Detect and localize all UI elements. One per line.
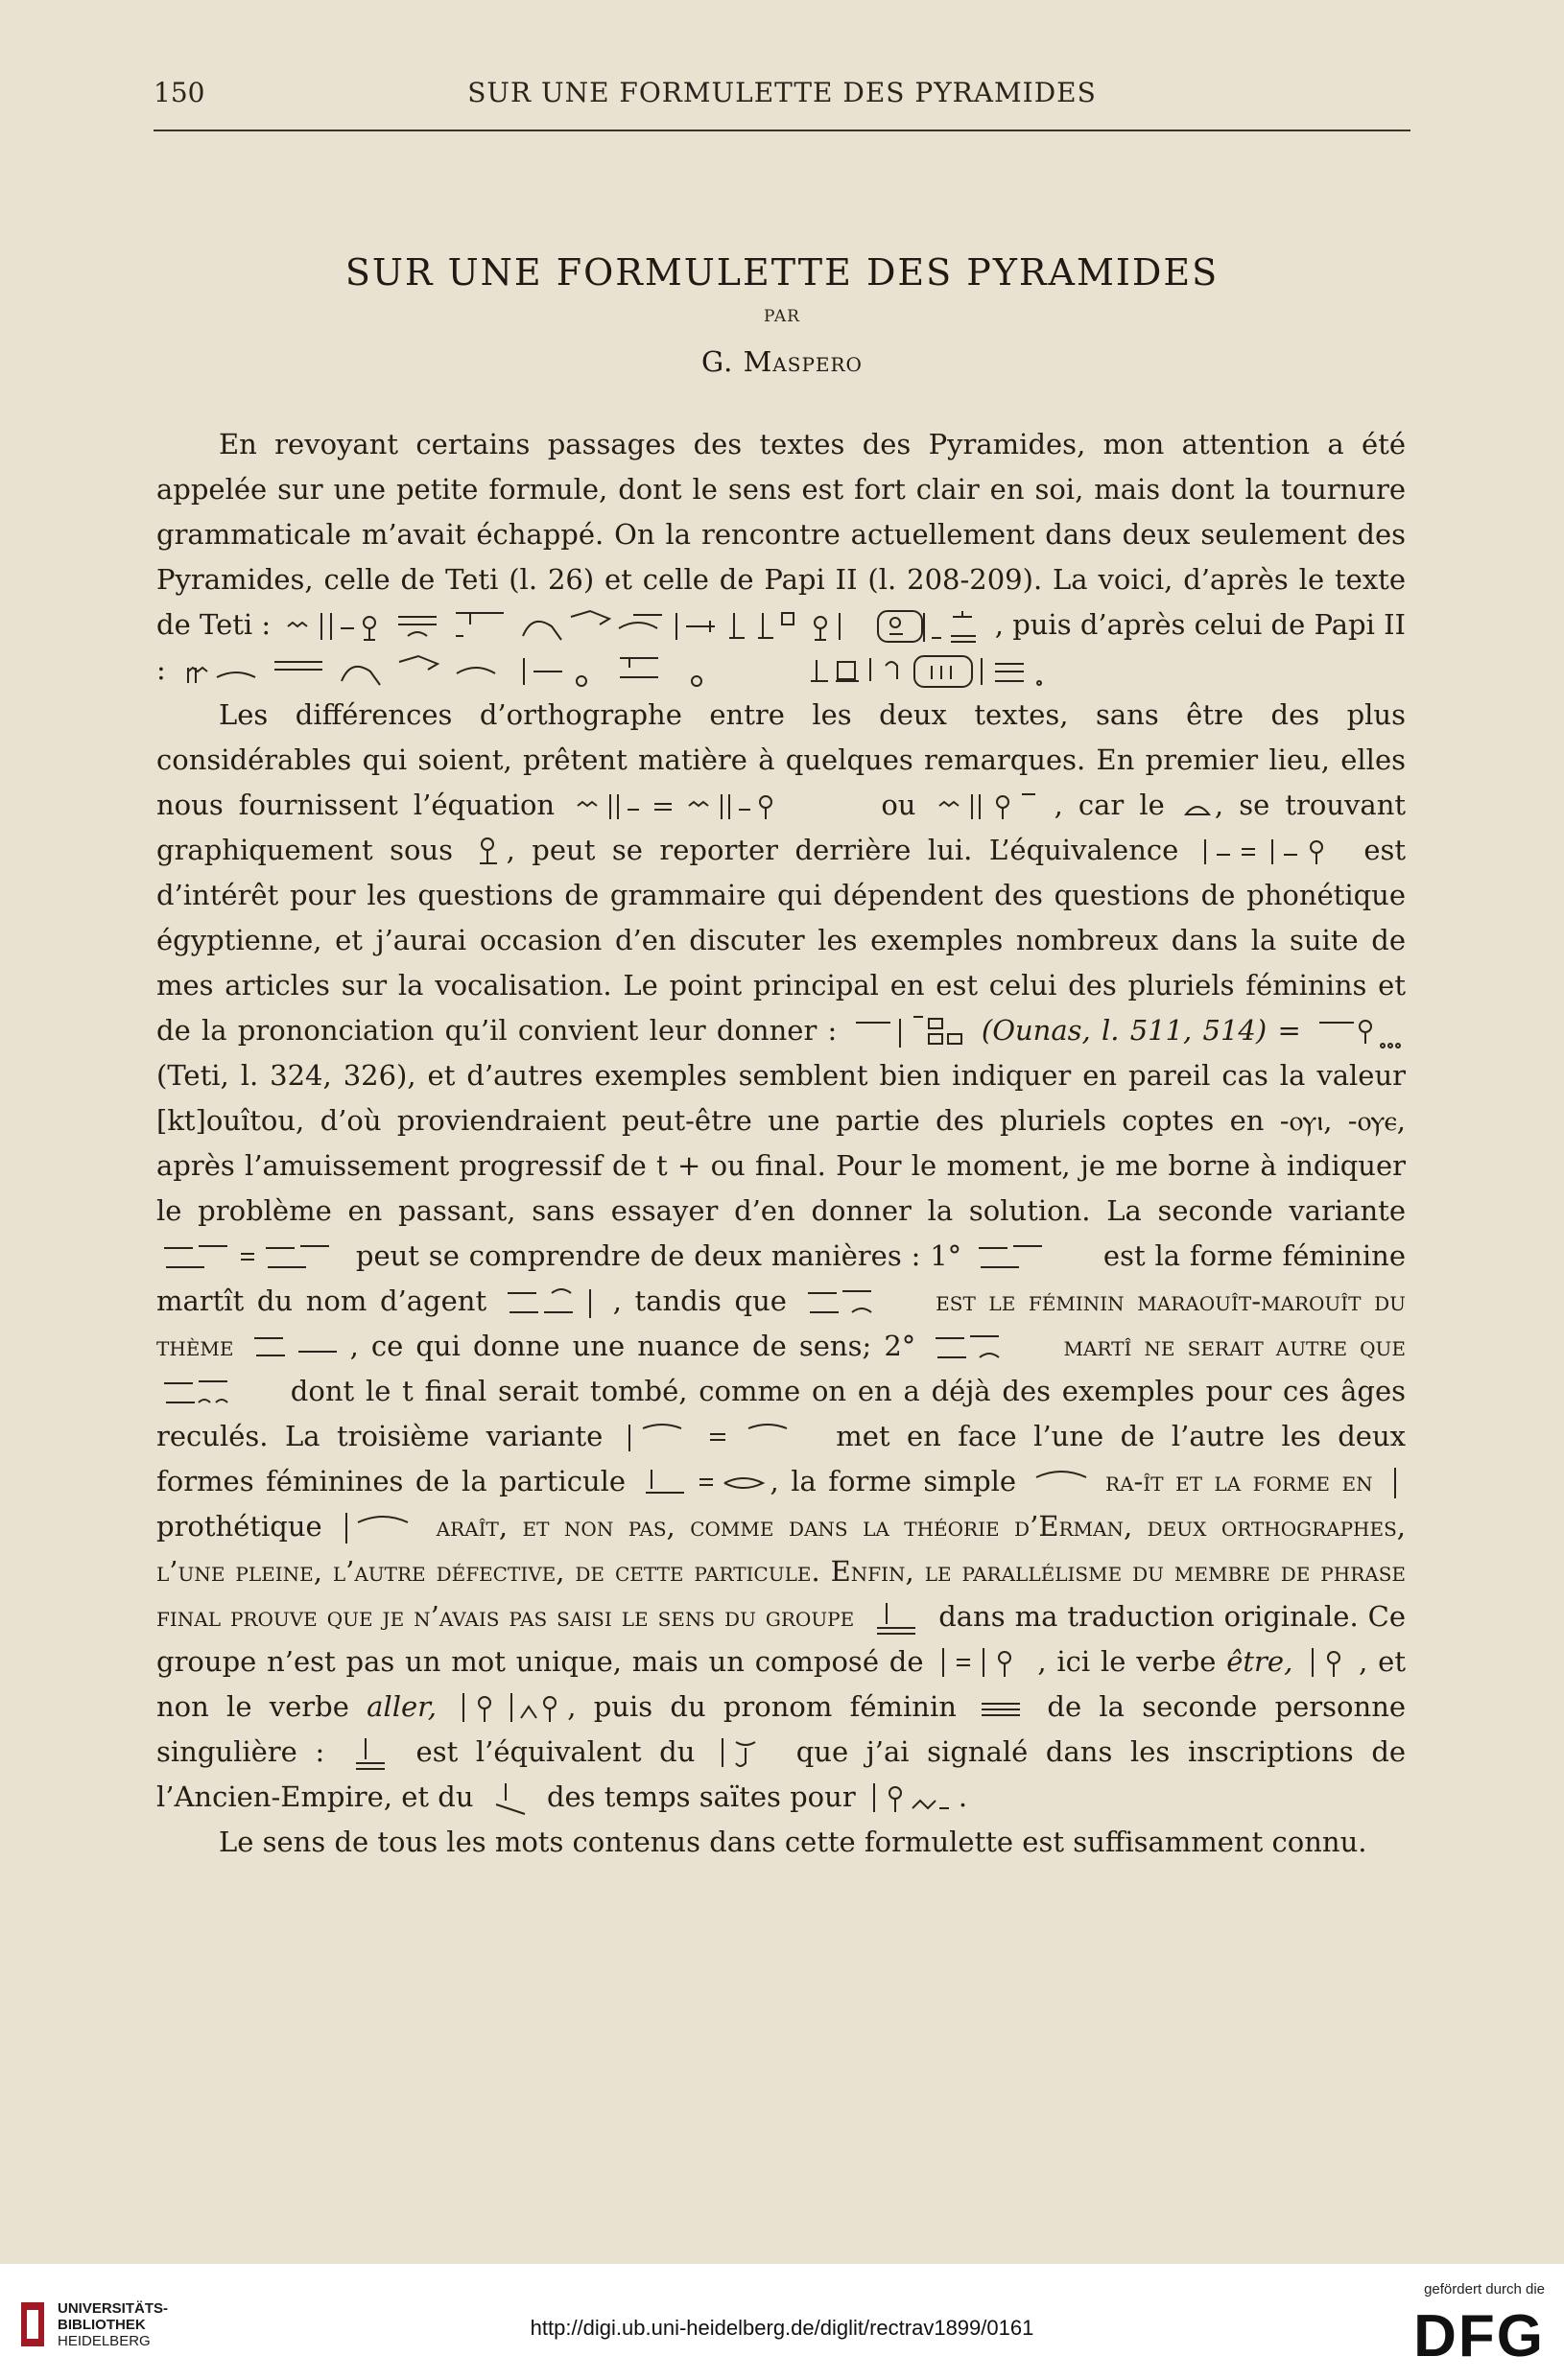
text-run: , tandis que (612, 1284, 787, 1317)
funding-note: gefördert durch die (1424, 2281, 1545, 2298)
running-head (154, 77, 1410, 115)
text-run: , et non le verbe (156, 1645, 1406, 1723)
text-run: ou (881, 789, 916, 821)
text-run: est d’intérêt pour les questions de grammaire qui dépendent des questions de phonétique égyptienne, et j’aurai occasion d’en discuter les exemples nombreux dans la suite de mes articles sur la vocalisation. Le point principal en est celui des pluriels féminins et de la prononciation qu’il convient leur donner : (156, 834, 1407, 1047)
hieroglyph-pronoun (978, 1694, 1026, 1723)
byline-par: PAR (764, 307, 800, 326)
hieroglyph-group-papi-2 (809, 652, 1058, 691)
text-run: , ici le verbe (1037, 1645, 1217, 1678)
article-title: SUR UNE FORMULETTE DES PYRAMIDES (344, 251, 1220, 294)
article-body (156, 422, 1406, 1865)
text-run: (Teti, l. 324, 326), et d’autres exemples semblent bien indiquer en pareil cas la valeur [kt]ouîtou, d’où proviendraient peut-être une partie des pluriels coptes en -ⲟⲩⲓ, -ⲟⲩⲉ, après l’amuissement progressif de t + ou final. Pour le moment, je me borne à indiquer le problème en passant, sans essayer d’en donner la solution. La seconde variante (156, 1059, 1406, 1227)
text-run: , se trouvant graphiquement sous (156, 789, 1407, 866)
text-run: des temps saïtes pour (546, 1780, 856, 1813)
hieroglyph-saite (486, 1779, 534, 1818)
cartouche-teti (876, 607, 991, 646)
hieroglyph-theme (250, 1329, 346, 1367)
text-run: , puis du pronom féminin (567, 1690, 957, 1723)
hieroglyph-marti-3 (160, 1374, 275, 1412)
text-run: dont le t final serait tombé, comme on en a déjà des exemples pour ces âges reculés. La troisième variante (156, 1375, 1406, 1452)
hieroglyph-group-phrase (867, 1599, 925, 1638)
text-run: (Ounas, l. 511, 514) = (981, 1014, 1301, 1047)
hieroglyph-aller (458, 1689, 563, 1728)
running-title: SUR UNE FORMULETTE DES PYRAMIDES (467, 77, 1097, 108)
page-number: 150 (154, 77, 205, 108)
text-run: prothétique (156, 1510, 322, 1543)
hieroglyph-equivalent (346, 1734, 394, 1773)
text-run: martî ne serait autre que (1063, 1330, 1406, 1362)
dfg-logo: DFG (1413, 2303, 1545, 2369)
hieroglyph-variant-2 (160, 1238, 343, 1277)
text-run: est la forme féminine martît du nom d’agent (156, 1239, 1406, 1317)
hieroglyph-feminine (804, 1284, 919, 1322)
text-run: de la seconde personne singulière : (156, 1690, 1407, 1768)
hieroglyph-plural-b (1315, 1013, 1402, 1051)
hieroglyph-group-teti-1 (283, 607, 859, 646)
hieroglyph-old-kingdom (717, 1734, 774, 1773)
text-run: En revoyant certains passages des textes des Pyramides, mon attention a été appelée sur une petite formule, dont le sens est fort clair en soi, mais dont la tournure grammaticale m’avait échappé. On la rencontre actuellement dans deux seulement des Pyramides, celle de Teti (l. 26) et celle de Papi II (l. 208-209). La voici, d’après le texte de Teti : (156, 428, 1406, 641)
hieroglyph-agent (504, 1284, 609, 1322)
hieroglyph-saite-2 (868, 1779, 955, 1818)
hieroglyph-marti (975, 1238, 1090, 1277)
text-run: dans ma traduction originale. Ce groupe n’est pas un mot unique, mais un composé de (156, 1600, 1407, 1678)
hieroglyph-arait (341, 1509, 417, 1547)
hieroglyph-variant (936, 789, 1051, 825)
hieroglyph-plural-a (852, 1013, 967, 1051)
text-run: , peut se reporter derrière lui. L’équivalence (506, 834, 1179, 866)
hieroglyph-etre (1307, 1644, 1355, 1683)
header-rule (154, 130, 1410, 131)
hieroglyph-reed (1388, 1466, 1402, 1500)
hieroglyph-composite (937, 1644, 1033, 1683)
text-run: que j’ai signalé dans les inscriptions de l’Ancien-Empire, et du (156, 1735, 1407, 1813)
hieroglyph-ra (1032, 1464, 1090, 1502)
text-run: met en face l’une de l’autre les deux formes féminines de la particule (156, 1420, 1407, 1497)
hieroglyph-bird (474, 835, 503, 869)
hieroglyph-particle (642, 1464, 767, 1502)
text-run: Les différences d’orthographe entre les deux textes, sans être des plus considérables qui soient, prêtent matière à quelques remarques. En premier lieu, elles nous fournissent l’équation (156, 698, 1406, 821)
hieroglyph-t-sign (1184, 797, 1211, 816)
text-run: , car le (1054, 789, 1165, 821)
hieroglyph-equivalence (1199, 834, 1343, 870)
text-run: peut se comprendre de deux manières : 1° (355, 1239, 962, 1272)
text-run: aller, (367, 1690, 438, 1723)
paragraph-3 (156, 1820, 1406, 1865)
permalink-url[interactable]: http://digi.ub.uni-heidelberg.de/diglit/rectrav1899/0161 (530, 2316, 1034, 2340)
library-name: UNIVERSITÄTS- BIBLIOTHEK HEIDELBERG (58, 2300, 169, 2349)
text-run: Le sens de tous les mots contenus dans cette formulette est suffisamment connu. (219, 1826, 1367, 1858)
text-run: est l’équivalent du (415, 1735, 696, 1768)
hieroglyph-equation (574, 789, 862, 825)
author-name: G. Maspero (701, 345, 863, 378)
paragraph-1 (156, 422, 1406, 693)
text-run: , la forme simple (770, 1465, 1017, 1497)
hieroglyph-group-papi-1 (178, 652, 793, 691)
hieroglyph-marti-2 (932, 1329, 1047, 1367)
paragraph-2: Les différences d’orthographe entre les deux textes, sans être des plus considérables qui soient, prêtent matière à quelques remarques. En premier lieu, elles nous fournissent l’équation ou , car le , se trouvant graphiquement sous , peut se reporter derrière lui. L’équivalence est d’intérêt pour les questions de grammaire qui dépendent des questions de phonétique égyptienne, et j’aurai occasion d’en discuter les exemples nombreux dans la suite de mes articles sur la vocalisation. Le point principal en est celui des pluriels féminins et de la prononciation qu’il convient leur donner : (Ounas, l. 511, 514) = (Teti, l. 324, 326), et d’autres exemples semblent bien indiquer en pareil cas la valeur [kt]ouîtou, d’où proviendraient peut-être une partie des pluriels coptes en -ⲟⲩⲓ, -ⲟⲩⲉ, après l’amuissement progressif de t + ou final. Pour le moment, je me borne à indiquer le problème en passant, sans essayer d’en donner la solution. La seconde variante peut se comprendre de deux manières : 1° est la forme féminine martît du nom d’agent , tandis que est le féminin maraouît-marouît du thème , ce qui donne une nuance de sens; 2° martî ne serait autre que dont le t final serait tombé, comme on en a déjà des exemples pour ces âges reculés. La troisième variante met en face l’une de l’autre les deux formes féminines de la particule , la forme simple ra-ît et la forme en prothétique araît, et non pas, comme dans la théorie d’Erman, deux orthographes, l’une pleine, l’autre défective, de cette particule. Enfin, le parallélisme du membre de phrase final prouve que je n’avais pas saisi le sens du groupe dans ma traduction originale. Ce groupe n’est pas un mot unique, mais un composé de , ici le verbe être, , et non le verbe aller, , puis du pronom féminin de la seconde personne singulière : est l’équivalent du que j’ai signalé dans les inscriptions de l’Ancien-Empire, et du des temps saïtes pour . (156, 693, 1406, 1820)
footer-bar (0, 2264, 1564, 2380)
text-run: être, (1226, 1645, 1293, 1678)
text-run: araît, et non pas, comme dans la théorie d’Erman, deux orthographes, l’une pleine, l’autre défective, de cette particule. Enfin, le parallélisme du membre de phrase final prouve que je n’avais pas saisi le sens du groupe (156, 1510, 1407, 1633)
text-run: ra-ît et la forme en (1105, 1465, 1373, 1497)
hieroglyph-third-variant (624, 1419, 816, 1457)
text-run: est le féminin maraouît-marouît du thème (156, 1284, 1406, 1362)
text-run: , ce qui donne une nuance de sens; 2° (349, 1330, 916, 1362)
text-run: , puis d’après celui de Papi II : (156, 608, 1407, 686)
